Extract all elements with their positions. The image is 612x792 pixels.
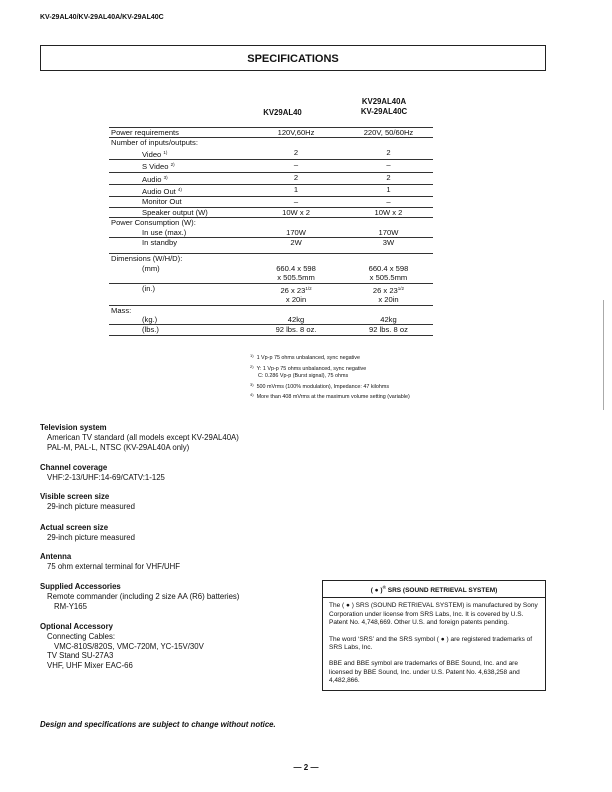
fraction-sup: 1/2 (305, 285, 312, 291)
table-row (109, 172, 433, 184)
spec-value: – (344, 197, 433, 207)
table-row (109, 197, 433, 207)
table-row (109, 128, 433, 138)
footnote-ref: 4) (177, 187, 182, 193)
section-heading: Supplied Accessories (40, 582, 121, 591)
section-line: VMC-810S/820S, VMC-720M, YC-15V/30V (54, 641, 204, 651)
spec-value-line: 660.4 x 598 (368, 263, 409, 273)
spec-value: 1 (248, 185, 344, 197)
spec-value: 170W (344, 228, 433, 238)
footnote-text: 500 mVrms (100% modulation), Impedance: 47 kilohms (256, 383, 390, 390)
spec-value (344, 283, 433, 305)
footnote (250, 381, 410, 392)
column-header-line: KV29AL40A (361, 97, 407, 106)
spec-value-line (248, 284, 344, 295)
srs-heading-text: SRS (SOUND RETRIEVAL SYSTEM) (387, 587, 498, 594)
footnote-number: 3) (250, 381, 254, 387)
footnote-text: More than 408 mVrms at the maximum volume setting (variable) (256, 394, 410, 401)
table-row (109, 305, 433, 315)
spec-value (248, 283, 344, 305)
footnote-text: 1 Vp-p 75 ohms unbalanced, sync negative (256, 355, 360, 361)
section-optional-accessory (40, 622, 204, 671)
footnote (250, 373, 410, 381)
spec-value-line: x 505.5mm (369, 273, 408, 283)
spec-value: 92 lbs. 8 oz (344, 325, 433, 335)
spec-value-line: x 505.5mm (277, 273, 315, 283)
srs-trademark-box (322, 580, 546, 691)
spec-group-label: Number of inputs/outputs: (111, 138, 198, 148)
footnote-number: 4) (250, 392, 254, 398)
section-heading: Visible screen size (40, 492, 110, 501)
spec-label (109, 148, 248, 160)
spec-value: 170W (248, 228, 344, 238)
page-edge-rule (603, 300, 604, 410)
spec-value-text: 26 x 23 (280, 285, 306, 295)
footnote-text: C: 0.286 Vp-p (Burst signal), 75 ohms (258, 373, 349, 380)
spacer-cell (344, 305, 433, 315)
paren-close: ) (380, 587, 383, 594)
section-line: PAL-M, PAL-L, NTSC (KV-29AL40A only) (47, 442, 190, 452)
section-heading: Antenna (40, 552, 72, 561)
table-row (109, 283, 433, 305)
page-number: — 2 — (293, 763, 319, 772)
section-line: 29-inch picture measured (47, 501, 135, 511)
table-row (109, 185, 433, 197)
table-row (109, 148, 433, 160)
spec-value: 42kg (344, 315, 433, 325)
section-actual-screen-size (40, 523, 135, 543)
spec-footnotes (250, 352, 410, 402)
table-row (109, 228, 433, 238)
spec-label: Monitor Out (109, 197, 248, 207)
section-line: TV Stand SU-27A3 (47, 651, 114, 661)
srs-paragraph: The word ‘SRS’ and the SRS symbol ( ● ) are registered trademarks of SRS Labs, Inc. (329, 635, 533, 652)
paren-open: ( (370, 587, 373, 594)
table-row (109, 264, 433, 283)
section-line: American TV standard (all models except KV-29AL40A) (47, 432, 239, 442)
spec-label: (mm) (109, 264, 248, 283)
footnote (250, 363, 410, 374)
spec-value: – (248, 160, 344, 172)
registered-mark: ® (382, 585, 386, 590)
section-line: Connecting Cables: (47, 631, 116, 641)
spec-value: 2W (290, 238, 302, 248)
table-row (109, 207, 433, 217)
section-line: 75 ohm external terminal for VHF/UHF (47, 561, 181, 571)
spec-value (344, 264, 433, 283)
section-heading: Channel coverage (40, 463, 108, 472)
srs-paragraph: The ( ● ) SRS (SOUND RETRIEVAL SYSTEM) is manufactured by Sony Corporation under license from SRS Labs, Inc. It is covered by U.S. Patent No. 4,748,669. Other U.S. and foreign patents pending. (329, 602, 538, 627)
footnote-ref: 2) (170, 162, 175, 168)
spec-label (109, 160, 248, 172)
section-heading: Actual screen size (40, 523, 109, 532)
srs-logo-icon: ● (374, 587, 379, 594)
fraction-sup: 1/2 (397, 285, 405, 291)
footnote (250, 352, 410, 363)
spec-label: (kg.) (109, 315, 248, 325)
table-row (109, 160, 433, 172)
section-heading: Optional Accessory (40, 622, 113, 631)
spec-group-label: Dimensions (W/H/D): (111, 254, 183, 264)
spec-label-text: S Video (142, 162, 169, 172)
srs-paragraph: BBE and BBE symbol are trademarks of BBE Sound, Inc. and are licensed by BBE Sound, Inc. under U.S. Patent No. 4,638,258 and 4,482,866. (329, 660, 520, 685)
spec-value: 2 (344, 172, 433, 184)
section-line: RM-Y165 (54, 601, 87, 611)
spec-label (109, 172, 248, 184)
spec-value-line: 660.4 x 598 (276, 263, 316, 273)
footnote-number: 1) (250, 353, 254, 358)
spec-value: 2 (344, 148, 433, 160)
spec-value (248, 264, 344, 283)
column-header-line: KV-29AL40C (360, 107, 408, 116)
section-heading: Television system (40, 423, 107, 432)
page-title: SPECIFICATIONS (40, 45, 546, 71)
spec-value: 1 (344, 185, 433, 197)
section-line: VHF:2-13/UHF:14-69/CATV:1-125 (47, 472, 165, 482)
spec-label: (lbs.) (109, 325, 248, 335)
srs-box-body (323, 598, 545, 689)
table-row (109, 138, 433, 148)
spec-value: – (248, 197, 344, 207)
spec-value-line (344, 284, 433, 295)
table-row (109, 254, 433, 264)
spec-label: In standby (142, 238, 178, 248)
spec-value-line: x 20in (285, 295, 307, 305)
spec-label: (in.) (142, 283, 156, 293)
spec-table (109, 127, 433, 336)
table-row (109, 325, 433, 335)
srs-box-heading (323, 581, 545, 598)
spec-label-text: Video (142, 149, 162, 159)
spec-label-text: Audio (142, 174, 162, 184)
spec-label: In use (max.) (109, 228, 248, 238)
section-line: Remote commander (including 2 size AA (R6) batteries) (47, 591, 240, 601)
section-television-system (40, 423, 239, 452)
footnote (250, 391, 410, 402)
section-line: 29-inch picture measured (47, 532, 135, 542)
spec-value: 220V, 50/60Hz (344, 128, 433, 138)
table-row (109, 218, 433, 228)
spec-group-label: Power Consumption (W): (111, 218, 196, 228)
change-notice: Design and specifications are subject to change without notice. (40, 720, 276, 729)
column-header-kv29al40a-c (335, 97, 433, 117)
spec-label: Speaker output (W) (109, 207, 248, 217)
spec-value: 10W x 2 (344, 207, 433, 217)
document-header-model: KV-29AL40/KV-29AL40A/KV-29AL40C (40, 14, 164, 21)
spec-value: 2 (248, 172, 344, 184)
column-header-kv29al40 (230, 108, 335, 117)
footnote-number: 2) (250, 363, 254, 369)
spec-value: 2 (248, 148, 344, 160)
spec-group-label: Mass: (109, 305, 248, 315)
spacer-cell (248, 305, 344, 315)
spec-label-text: Audio Out (142, 187, 176, 197)
spec-value-line: x 20in (378, 295, 399, 305)
section-visible-screen-size (40, 492, 135, 512)
spec-value: 10W x 2 (248, 207, 344, 217)
footnote-ref: 1) (163, 149, 168, 155)
section-line: VHF, UHF Mixer EAC-66 (47, 661, 133, 671)
spec-value: – (344, 160, 433, 172)
spec-value: 120V,60Hz (248, 128, 344, 138)
spec-value: 3W (382, 238, 395, 248)
column-header-line: KV29AL40 (263, 108, 302, 117)
section-supplied-accessories (40, 582, 239, 611)
section-channel-coverage (40, 463, 165, 483)
spec-label: Power requirements (109, 128, 248, 138)
spec-value-text: 26 x 23 (372, 285, 398, 295)
spec-value: 92 lbs. 8 oz. (248, 325, 344, 335)
spec-label (109, 185, 248, 197)
footnote-ref: 3) (163, 174, 168, 180)
table-row (109, 238, 433, 248)
section-antenna (40, 552, 180, 572)
spec-value: 42kg (248, 315, 344, 325)
table-row (109, 315, 433, 325)
footnote-text: Y: 1 Vp-p 75 ohms unbalanced, sync negative (256, 365, 367, 372)
